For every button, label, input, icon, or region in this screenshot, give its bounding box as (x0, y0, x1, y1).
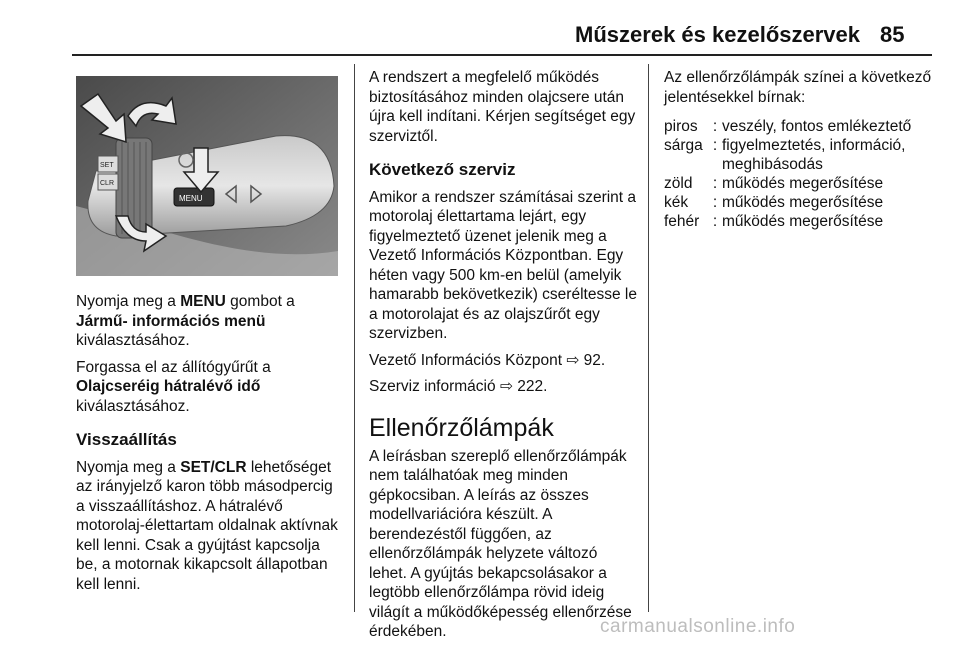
column-2 (369, 68, 637, 649)
dic-reference[interactable]: Vezető Információs Központ ⇨ 92. (369, 350, 606, 369)
remaining-oil-life-label: Olajcseréig hátralévő idő (76, 378, 261, 395)
clr-label: CLR (100, 180, 115, 187)
colors-intro: Az ellenőrzőlámpák színei a következő jelentésekkel bírnak: (664, 69, 932, 106)
set-clr-label: SET/CLR (180, 458, 247, 476)
page-header-title: Műszerek és kezelőszervek (575, 22, 860, 47)
table-row: kék : működés megerősítése (664, 194, 884, 211)
column-1 (76, 292, 344, 601)
next-service-paragraph: Amikor a rendszer számításai szerint a motorolaj élettartama lejárt, egy figyelmeztető üzenet jelenik meg a Vezető Információs Központban. Egy héten vagy 500 km-en belül (amelyik hamarabb bekövetkezik) cseréltesse le a motorolajat és az olajszűrőt egy szervizben. (369, 188, 637, 342)
menu-instruction: Nyomja meg a MENU gombot a Jármű- információs menü kiválasztásához. (76, 293, 295, 349)
control-lamps-heading: Ellenőrzőlámpák (369, 413, 554, 442)
vehicle-info-menu-label: Jármű- információs menü (76, 312, 266, 330)
control-lamps-paragraph: A leírásban szereplő ellenőrzőlámpák nem találhatóak meg minden gépkocsiban. A leírás az összes modellvariációra készült. A berendezéstől függően, az ellenőrzőlámpák helyzete változó lehet. A gyújtás bekapcsolásakor a legtöbb ellenőrzőlámpa rövid ideig világít a működőképesség ellenőrzése érdekében. (369, 447, 632, 640)
page-ref-arrow-icon: ⇨ (499, 377, 513, 395)
header-rule (72, 54, 932, 56)
table-row: piros : veszély, fontos emlékeztető (664, 118, 912, 135)
page-ref-arrow-icon: ⇨ (566, 350, 580, 369)
watermark: carmanualsonline.info (600, 616, 796, 637)
rotate-instruction: Forgassa el az állítógyűrűt a Olajcseréig hátralévő idő kiválasztásához. (76, 358, 271, 415)
restart-paragraph: A rendszert a megfelelő működés biztosításához minden olajcsere után újra kell indítani. Kérjen segítséget egy szerviztől. (369, 69, 636, 145)
reset-heading: Visszaállítás (76, 430, 177, 449)
column-divider-1 (354, 64, 355, 612)
column-divider-2 (648, 64, 649, 612)
lamp-colors-table (664, 117, 932, 231)
set-label: SET (100, 162, 114, 169)
column-3 (664, 68, 932, 231)
menu-label: MENU (179, 194, 203, 203)
table-row: fehér : működés megerősítése (664, 213, 884, 230)
lever-illustration (76, 76, 338, 276)
service-info-reference[interactable]: Szerviz információ ⇨ 222. (369, 377, 548, 395)
table-row: sárga : figyelmeztetés, információ, meghibásodás (664, 137, 906, 173)
next-service-heading: Következő szerviz (369, 160, 516, 179)
menu-button-label: MENU (180, 293, 226, 310)
page-number: 85 (880, 22, 905, 47)
table-row: zöld : működés megerősítése (664, 175, 884, 192)
reset-instruction: Nyomja meg a SET/CLR lehetőséget az irányjelző karon több másodpercig a visszaállításhoz. A hátralévő motorolaj-élettartam oldalnak aktívnak kell lenni. Csak a gyújtást kapcsolja be, a motornak kikapcsolt állapotban kell lenni. (76, 458, 338, 593)
